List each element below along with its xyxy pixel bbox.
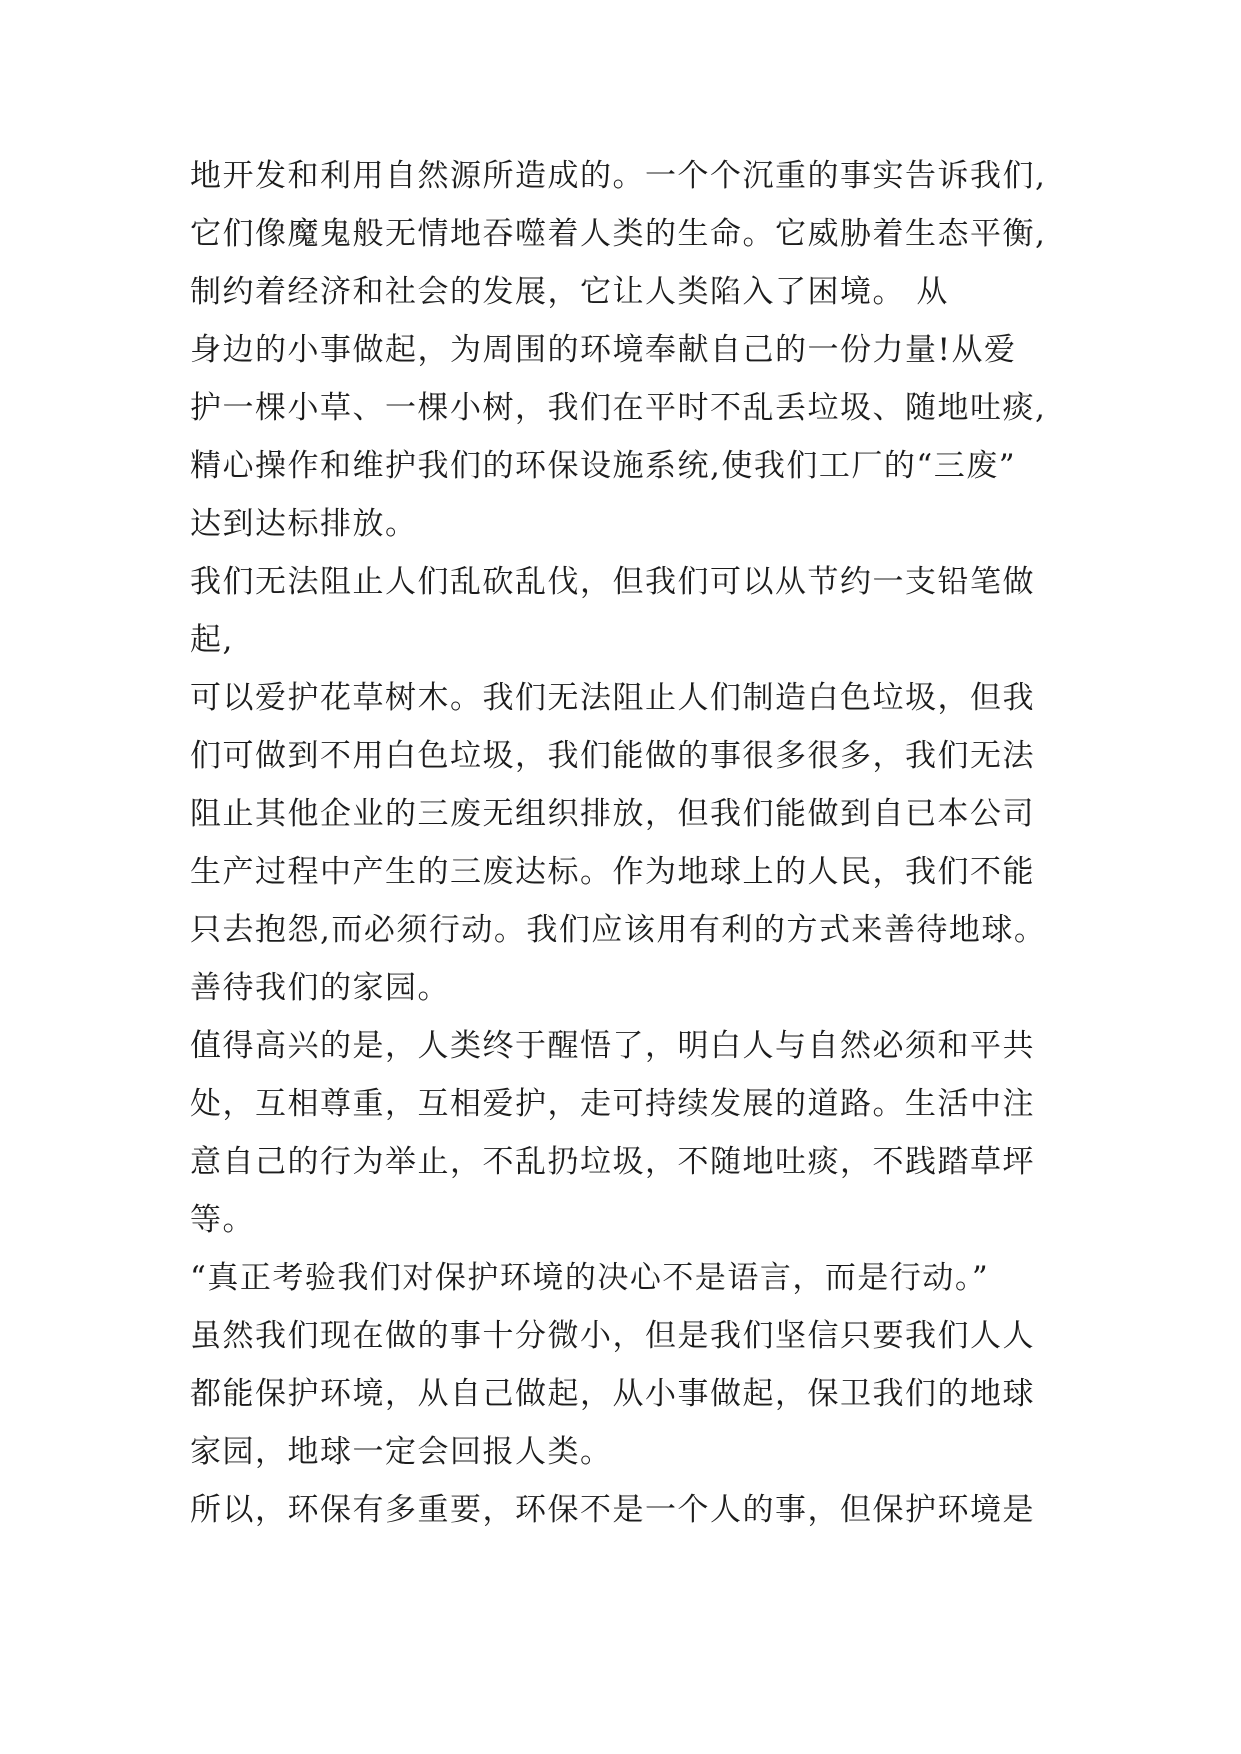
text-line: 身边的小事做起，为周围的环境奉献自己的一份力量!从爱 (190, 332, 1017, 368)
text-line: 都能保护环境，从自己做起，从小事做起，保卫我们的地球 (190, 1376, 1035, 1412)
text-line: 达到达标排放。 (190, 506, 418, 542)
text-line: 处，互相尊重，互相爱护，走可持续发展的道路。生活中注 (190, 1086, 1035, 1122)
text-line: 我们无法阻止人们乱砍乱伐，但我们可以从节约一支铅笔做 (190, 564, 1035, 600)
text-line: 起, (190, 622, 234, 658)
text-line: 意自己的行为举止，不乱扔垃圾，不随地吐痰，不践踏草坪 (190, 1144, 1035, 1180)
text-line: 可以爱护花草树木。我们无法阻止人们制造白色垃圾，但我 (190, 680, 1035, 716)
text-line: 只去抱怨,而必须行动。我们应该用有利的方式来善待地球。 (190, 912, 1047, 948)
text-line: 等。 (190, 1202, 255, 1238)
text-line: “真正考验我们对保护环境的决心不是语言，而是行动。” (190, 1260, 990, 1296)
text-line: 们可做到不用白色垃圾，我们能做的事很多很多，我们无法 (190, 738, 1035, 774)
text-line: 家园，地球一定会回报人类。 (190, 1434, 613, 1470)
text-line: 善待我们的家园。 (190, 970, 450, 1006)
text-line: 阻止其他企业的三废无组织排放，但我们能做到自已本公司 (190, 796, 1035, 832)
text-line: 所以，环保有多重要，环保不是一个人的事，但保护环境是 (190, 1492, 1035, 1528)
text-line: 值得高兴的是，人类终于醒悟了，明白人与自然必须和平共 (190, 1028, 1035, 1064)
text-line: 它们像魔鬼般无情地吞噬着人类的生命。它威胁着生态平衡, (190, 216, 1047, 252)
text-line: 虽然我们现在做的事十分微小，但是我们坚信只要我们人人 (190, 1318, 1035, 1354)
text-line: 精心操作和维护我们的环保设施系统,使我们工厂的“三废” (190, 448, 1017, 484)
text-line: 制约着经济和社会的发展，它让人类陷入了困境。 从 (190, 274, 949, 310)
text-line: 生产过程中产生的三废达标。作为地球上的人民，我们不能 (190, 854, 1035, 890)
text-line: 护一棵小草、一棵小树，我们在平时不乱丢垃圾、随地吐痰, (190, 390, 1047, 426)
text-line: 地开发和利用自然源所造成的。一个个沉重的事实告诉我们, (190, 158, 1047, 194)
